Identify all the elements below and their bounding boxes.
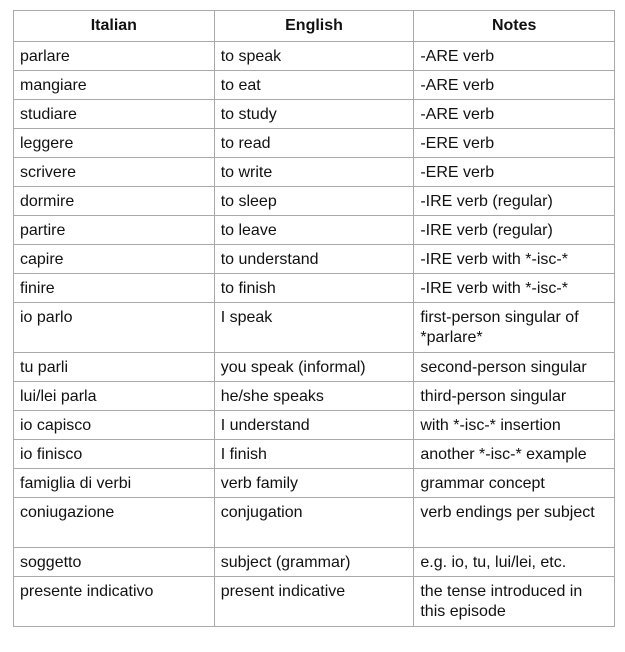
notes-cell: the tense introduced in this episode — [414, 577, 615, 627]
table-row — [14, 274, 615, 303]
notes-cell: -ERE verb — [414, 129, 615, 158]
english-cell: I finish — [214, 440, 414, 469]
italian-cell: io parlo — [14, 303, 215, 353]
notes-cell: another *-isc-* example — [414, 440, 615, 469]
table-row — [14, 498, 615, 548]
table-row — [14, 100, 615, 129]
table-row — [14, 303, 615, 353]
italian-cell: io finisco — [14, 440, 215, 469]
italian-cell: presente indicativo — [14, 577, 215, 627]
notes-cell: -ARE verb — [414, 71, 615, 100]
english-cell: to study — [214, 100, 414, 129]
italian-cell: capire — [14, 245, 215, 274]
table-row — [14, 411, 615, 440]
table-row — [14, 187, 615, 216]
english-cell: you speak (informal) — [214, 353, 414, 382]
english-cell: I speak — [214, 303, 414, 353]
header-english: English — [214, 11, 414, 42]
table-row — [14, 158, 615, 187]
english-cell: to read — [214, 129, 414, 158]
table-row — [14, 245, 615, 274]
italian-cell: finire — [14, 274, 215, 303]
english-cell: to sleep — [214, 187, 414, 216]
header-italian: Italian — [14, 11, 215, 42]
table-row — [14, 548, 615, 577]
table-row — [14, 440, 615, 469]
english-cell: to understand — [214, 245, 414, 274]
notes-cell: -IRE verb (regular) — [414, 187, 615, 216]
italian-cell: famiglia di verbi — [14, 469, 215, 498]
english-cell: to leave — [214, 216, 414, 245]
italian-cell: io capisco — [14, 411, 215, 440]
notes-cell: -IRE verb with *-isc-* — [414, 245, 615, 274]
english-cell: he/she speaks — [214, 382, 414, 411]
italian-cell: soggetto — [14, 548, 215, 577]
italian-cell: scrivere — [14, 158, 215, 187]
vocabulary-table — [13, 10, 615, 627]
notes-cell: -ARE verb — [414, 42, 615, 71]
notes-cell: first-person singular of *parlare* — [414, 303, 615, 353]
english-cell: present indicative — [214, 577, 414, 627]
table-row — [14, 216, 615, 245]
italian-cell: tu parli — [14, 353, 215, 382]
notes-cell: verb endings per subject — [414, 498, 615, 548]
english-cell: verb family — [214, 469, 414, 498]
table-row — [14, 71, 615, 100]
english-cell: to speak — [214, 42, 414, 71]
notes-cell: -ARE verb — [414, 100, 615, 129]
italian-cell: partire — [14, 216, 215, 245]
notes-cell: e.g. io, tu, lui/lei, etc. — [414, 548, 615, 577]
english-cell: I understand — [214, 411, 414, 440]
italian-cell: parlare — [14, 42, 215, 71]
table-row — [14, 577, 615, 627]
table-row — [14, 129, 615, 158]
italian-cell: mangiare — [14, 71, 215, 100]
notes-cell: -IRE verb with *-isc-* — [414, 274, 615, 303]
english-cell: to finish — [214, 274, 414, 303]
notes-cell: with *-isc-* insertion — [414, 411, 615, 440]
english-cell: to eat — [214, 71, 414, 100]
english-cell: conjugation — [214, 498, 414, 548]
table-row — [14, 382, 615, 411]
table-row — [14, 353, 615, 382]
table-row — [14, 469, 615, 498]
italian-cell: lui/lei parla — [14, 382, 215, 411]
header-row — [14, 11, 615, 42]
table-row — [14, 42, 615, 71]
italian-cell: dormire — [14, 187, 215, 216]
italian-cell: studiare — [14, 100, 215, 129]
english-cell: subject (grammar) — [214, 548, 414, 577]
notes-cell: -ERE verb — [414, 158, 615, 187]
notes-cell: second-person singular — [414, 353, 615, 382]
notes-cell: grammar concept — [414, 469, 615, 498]
english-cell: to write — [214, 158, 414, 187]
notes-cell: third-person singular — [414, 382, 615, 411]
notes-cell: -IRE verb (regular) — [414, 216, 615, 245]
header-notes: Notes — [414, 11, 615, 42]
italian-cell: coniugazione — [14, 498, 215, 548]
italian-cell: leggere — [14, 129, 215, 158]
